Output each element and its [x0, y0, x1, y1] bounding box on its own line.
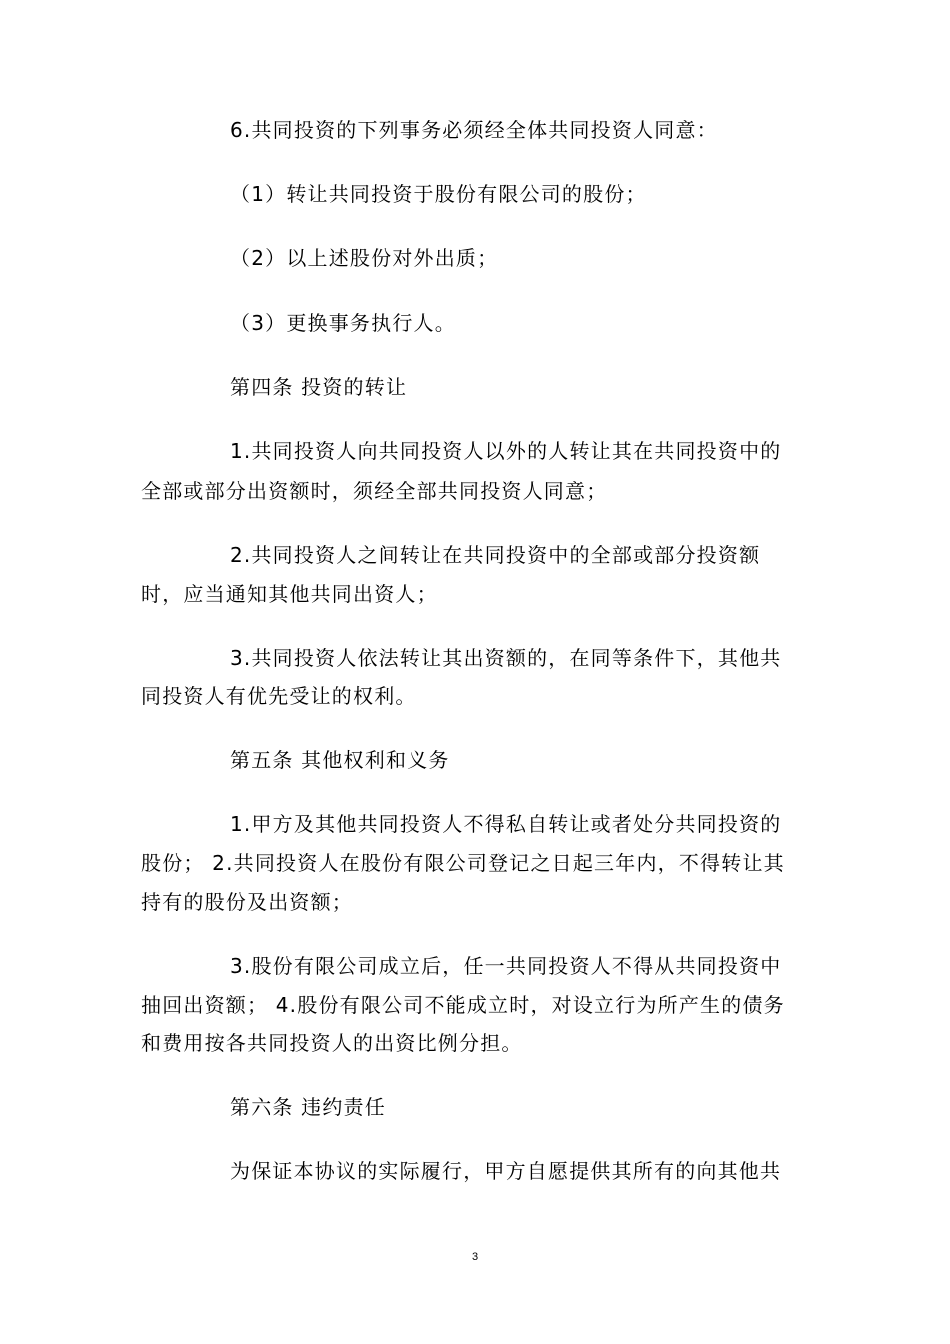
article-4-clause-2-line-1: 2.共同投资人之间转让在共同投资中的全部或部分投资额 — [230, 543, 761, 567]
article-5-heading: 第五条 其他权利和义务 — [230, 748, 450, 772]
article-5-clause-3-line-1: 3.股份有限公司成立后，任一共同投资人不得从共同投资中 — [230, 954, 782, 978]
article-4-clause-2-line-2: 时，应当通知其他共同出资人； — [141, 582, 438, 606]
article-6-paragraph-line-1: 为保证本协议的实际履行，甲方自愿提供其所有的向其他共 — [230, 1159, 782, 1183]
sub-item-3-text: （3）更换事务执行人。 — [230, 311, 456, 335]
page-number: 3 — [471, 1251, 479, 1263]
article-5-clause-3-line-2: 抽回出资额； 4.股份有限公司不能成立时，对设立行为所产生的债务 — [141, 993, 785, 1017]
sub-item-1-text: （1）转让共同投资于股份有限公司的股份； — [230, 182, 647, 206]
article-4-clause-1-line-1: 1.共同投资人向共同投资人以外的人转让其在共同投资中的 — [230, 439, 782, 463]
article-6-heading: 第六条 违约责任 — [230, 1095, 386, 1119]
article-4-clause-1-line-2: 全部或部分出资额时，须经全部共同投资人同意； — [141, 479, 608, 503]
sub-item-2-text: （2）以上述股份对外出质； — [230, 246, 499, 270]
item-6-text: 6.共同投资的下列事务必须经全体共同投资人同意： — [230, 118, 718, 142]
article-4-clause-3-line-2: 同投资人有优先受让的权利。 — [141, 684, 417, 708]
article-5-clause-2-line-3: 持有的股份及出资额； — [141, 890, 353, 914]
article-5-clause-1-line-1: 1.甲方及其他共同投资人不得私自转让或者处分共同投资的 — [230, 812, 782, 836]
article-5-clause-4-line-3: 和费用按各共同投资人的出资比例分担。 — [141, 1031, 523, 1055]
article-5-clause-1-line-2: 股份； 2.共同投资人在股份有限公司登记之日起三年内，不得转让其 — [141, 851, 785, 875]
article-4-clause-3-line-1: 3.共同投资人依法转让其出资额的，在同等条件下，其他共 — [230, 646, 782, 670]
article-4-heading: 第四条 投资的转让 — [230, 375, 408, 399]
